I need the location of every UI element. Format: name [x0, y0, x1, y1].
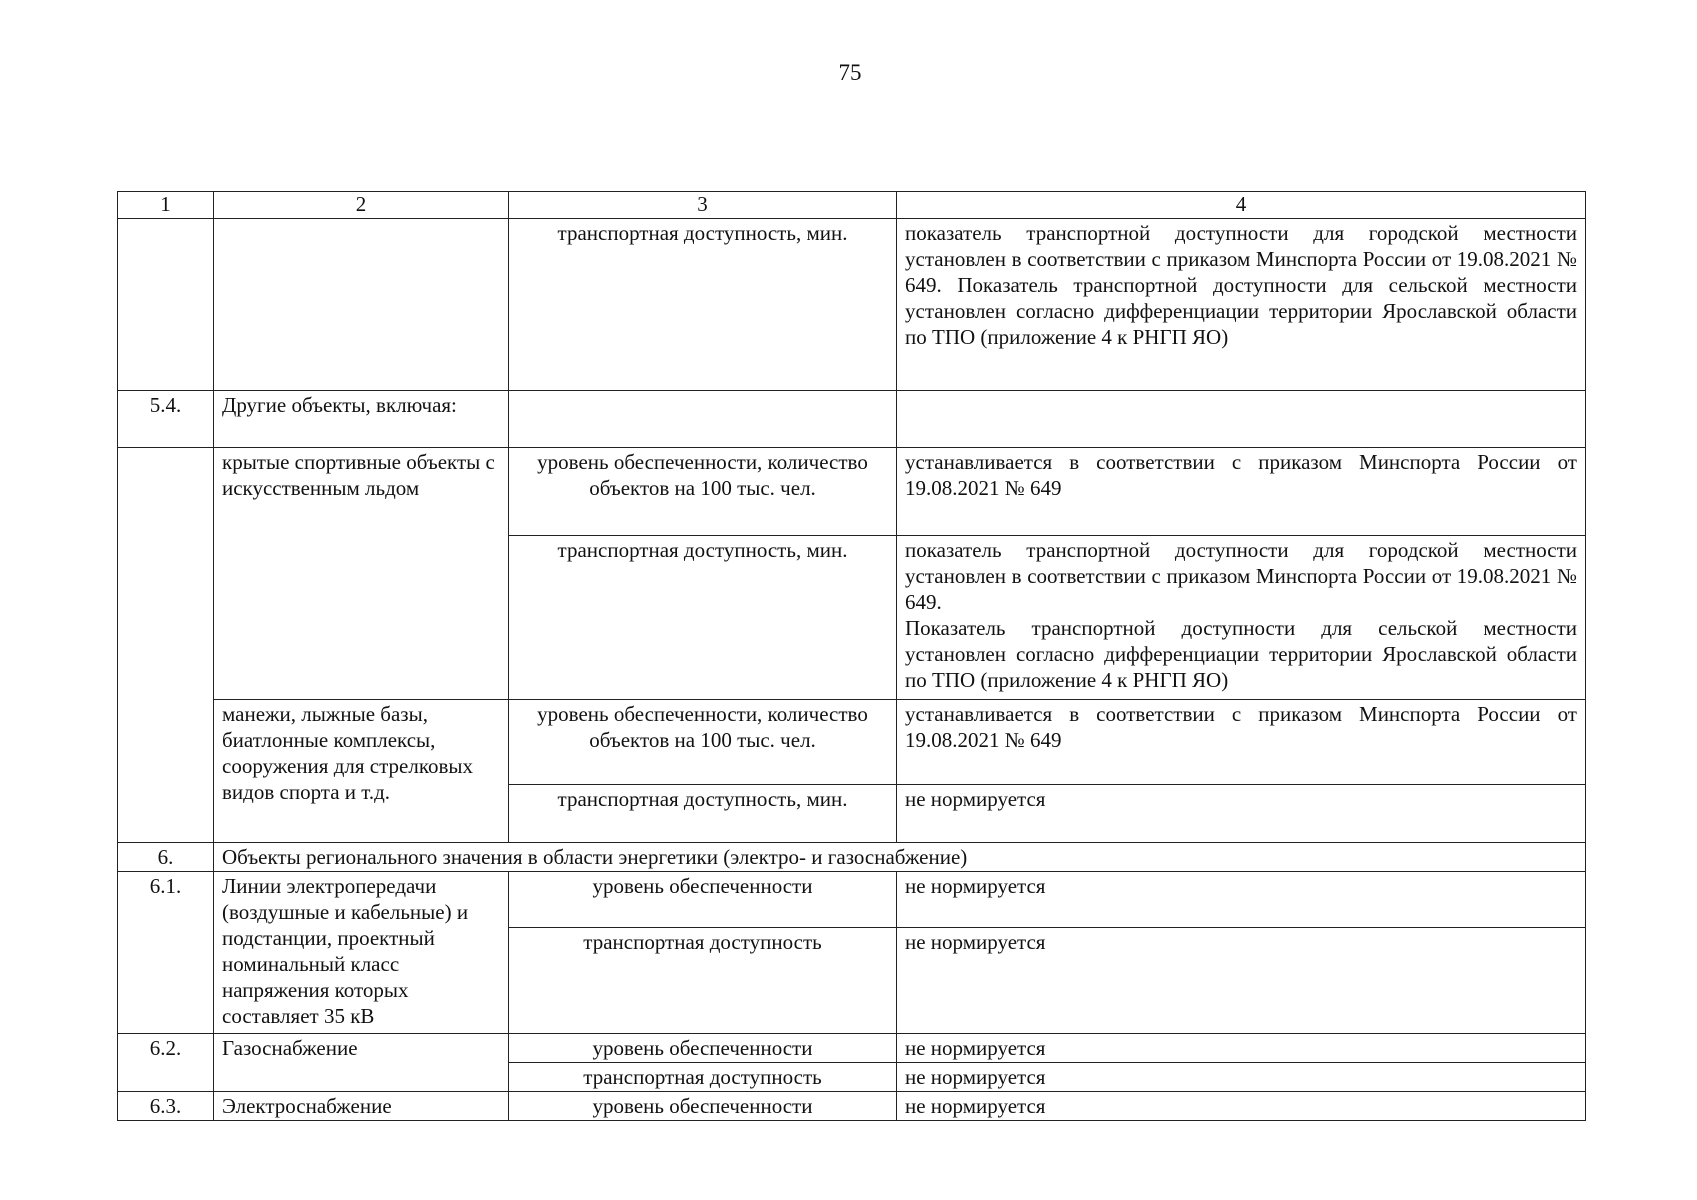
table-row — [118, 700, 1586, 785]
table-cell — [118, 448, 214, 843]
table-row — [118, 872, 1586, 928]
table-header-row — [118, 192, 1586, 219]
table-cell: не нормируется — [897, 1034, 1586, 1063]
object-name: Газоснабжение — [214, 1034, 509, 1092]
table-cell: не нормируется — [897, 928, 1586, 1034]
table-row — [118, 1092, 1586, 1121]
table-cell: не нормируется — [897, 1092, 1586, 1121]
table-cell — [897, 391, 1586, 448]
table-row — [118, 1034, 1586, 1063]
table-cell — [897, 536, 1586, 700]
object-name: крытые спортивные объекты с искусственным льдом — [214, 448, 509, 700]
header-cell: 1 — [118, 192, 214, 219]
table-cell: не нормируется — [897, 785, 1586, 843]
object-name: Линии электропередачи (воздушные и кабельные) и подстанции, проектный номинальный класс напряжения которых составляет 35 кВ — [214, 872, 509, 1034]
table-row — [118, 843, 1586, 872]
table-cell — [214, 219, 509, 391]
table-cell: уровень обеспеченности — [509, 1092, 897, 1121]
table-cell: не нормируется — [897, 1063, 1586, 1092]
table-cell: не нормируется — [897, 872, 1586, 928]
table-cell — [509, 391, 897, 448]
table-cell: уровень обеспеченности — [509, 1034, 897, 1063]
section-title: Объекты регионального значения в области энергетики (электро- и газоснабжение) — [214, 843, 1586, 872]
table-cell: устанавливается в соответствии с приказом Минспорта России от 19.08.2021 № 649 — [897, 700, 1586, 785]
table-cell: уровень обеспеченности — [509, 872, 897, 928]
object-name: Электроснабжение — [214, 1092, 509, 1121]
header-cell: 3 — [509, 192, 897, 219]
table-cell: транспортная доступность, мин. — [509, 219, 897, 391]
table-row — [118, 219, 1586, 391]
page-number: 75 — [838, 60, 862, 85]
table-cell: уровень обеспеченности, количество объектов на 100 тыс. чел. — [509, 700, 897, 785]
table-cell: транспортная доступность — [509, 1063, 897, 1092]
cell-paragraph: Показатель транспортной доступности для сельской местности установлен согласно дифференциации территории Ярославской области по ТПО (приложение 4 к РНГП ЯО) — [905, 616, 1577, 692]
table-row — [118, 448, 1586, 536]
table-row — [118, 391, 1586, 448]
norms-table — [117, 191, 1586, 1121]
object-name: манежи, лыжные базы, биатлонные комплексы, сооружения для стрелковых видов спорта и т.д. — [214, 700, 509, 843]
section-number: 5.4. — [118, 391, 214, 448]
header-cell: 2 — [214, 192, 509, 219]
object-name: Другие объекты, включая: — [214, 391, 509, 448]
table-cell: устанавливается в соответствии с приказом Минспорта России от 19.08.2021 № 649 — [897, 448, 1586, 536]
table-cell: транспортная доступность, мин. — [509, 785, 897, 843]
table-cell: уровень обеспеченности, количество объектов на 100 тыс. чел. — [509, 448, 897, 536]
section-number: 6.2. — [118, 1034, 214, 1092]
table-cell: транспортная доступность, мин. — [509, 536, 897, 700]
cell-paragraph: показатель транспортной доступности для городской местности установлен в соответствии с приказом Минспорта России от 19.08.2021 № 649. — [905, 538, 1577, 614]
header-cell: 4 — [897, 192, 1586, 219]
table-cell: транспортная доступность — [509, 928, 897, 1034]
section-number: 6.3. — [118, 1092, 214, 1121]
section-number: 6.1. — [118, 872, 214, 1034]
table-cell: показатель транспортной доступности для городской местности установлен в соответствии с приказом Минспорта России от 19.08.2021 № 649. Показатель транспортной доступности для сельской местности установлен согласно дифференциации территории Ярославской области по ТПО (приложение 4 к РНГП ЯО) — [897, 219, 1586, 391]
section-number: 6. — [118, 843, 214, 872]
table-cell — [118, 219, 214, 391]
